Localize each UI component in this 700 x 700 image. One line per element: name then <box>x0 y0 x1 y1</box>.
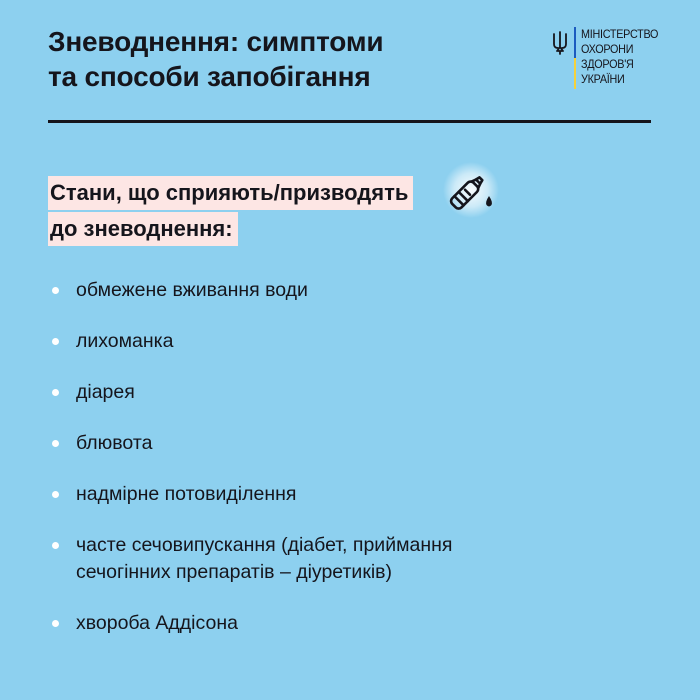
list-item <box>52 610 452 637</box>
causes-list <box>52 277 452 661</box>
subtitle-line: до зневоднення: <box>48 212 238 246</box>
logo-line: ЗДОРОВ'Я <box>581 57 634 71</box>
list-item-text: діарея <box>76 381 135 403</box>
list-item-text: часте сечовипускання (діабет, приймання <box>76 534 453 556</box>
logo-line: МІНІСТЕРСТВО <box>581 27 659 41</box>
logo-text <box>581 27 667 87</box>
list-item-text: хвороба Аддісона <box>76 612 238 634</box>
water-bottle-icon <box>437 160 501 224</box>
list-item-text: надмірне потовиділення <box>76 483 297 505</box>
list-item <box>52 277 452 304</box>
title-line: та способи запобігання <box>48 61 371 92</box>
list-item <box>52 430 452 457</box>
list-item <box>52 481 452 508</box>
header-divider <box>48 120 651 123</box>
ministry-logo <box>552 27 667 89</box>
list-item-text: лихоманка <box>76 330 174 352</box>
logo-line: ОХОРОНИ <box>581 42 634 56</box>
subtitle-line: Стани, що сприяють/призводять <box>48 176 413 210</box>
list-item <box>52 328 452 355</box>
list-item <box>52 379 452 406</box>
list-item <box>52 532 452 586</box>
logo-line: УКРАЇНИ <box>581 72 625 86</box>
trident-icon <box>552 31 568 55</box>
section-subtitle <box>48 176 413 248</box>
page-title <box>48 24 383 94</box>
list-item-text: блювота <box>76 432 153 454</box>
title-line: Зневоднення: симптоми <box>48 26 384 57</box>
list-item-text: обмежене вживання води <box>76 279 308 301</box>
flag-bar <box>574 27 576 89</box>
list-item-text: сечогінних препаратів – діуретиків) <box>76 561 393 583</box>
